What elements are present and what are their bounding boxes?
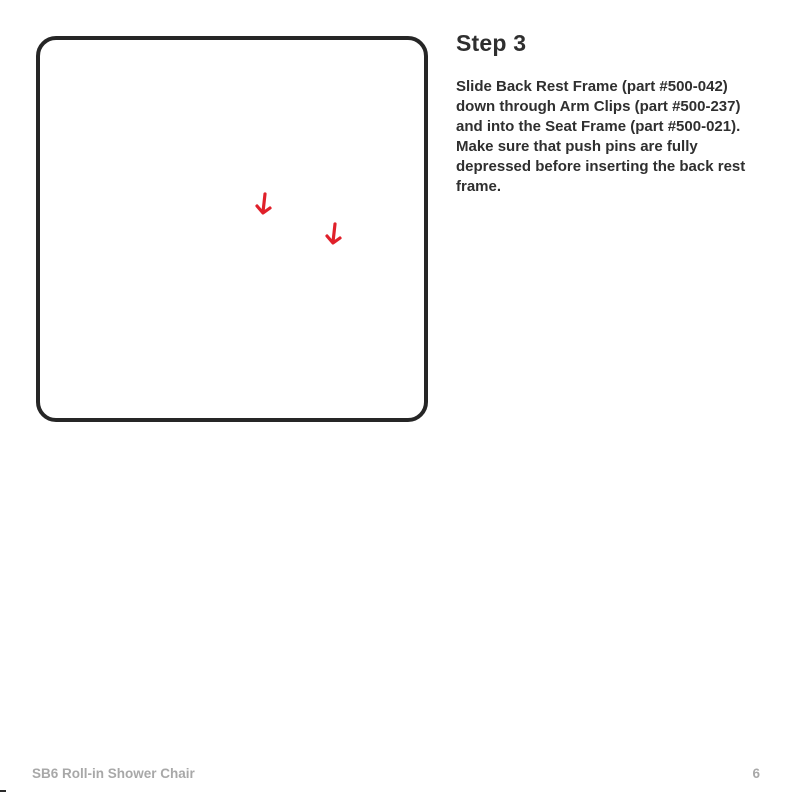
page-number: 6 (752, 766, 760, 781)
arrow-down-icon (324, 222, 344, 250)
crop-mark (0, 790, 6, 792)
step-title: Step 3 (456, 30, 527, 56)
illustration-frame (36, 36, 428, 422)
arrow-down-icon (254, 192, 274, 220)
footer-product-name: SB6 Roll-in Shower Chair (32, 766, 195, 781)
step-instructions: Slide Back Rest Frame (part #500-042) down through Arm Clips (part #500-237) and into the Seat Frame (part #500-021). Make sure that push pins are fully depressed before inserting the back rest frame. (456, 78, 746, 195)
